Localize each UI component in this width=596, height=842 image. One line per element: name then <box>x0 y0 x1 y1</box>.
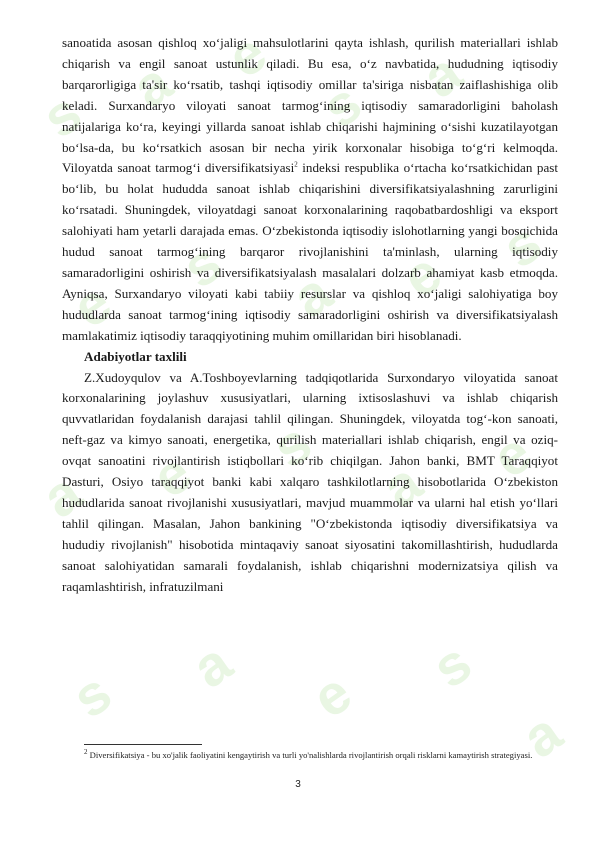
svg-text:e: e <box>140 440 203 510</box>
page-number: 3 <box>295 779 301 790</box>
article-body <box>62 33 558 597</box>
svg-text:s: s <box>260 410 323 480</box>
svg-text:e: e <box>480 420 543 490</box>
svg-text:a: a <box>280 260 343 330</box>
svg-text:a: a <box>410 40 473 110</box>
svg-text:s: s <box>170 230 233 300</box>
section-heading: Adabiyotlar taxlili <box>84 348 187 364</box>
footnote-reference[interactable]: 2 <box>294 161 298 170</box>
footnote <box>84 750 554 761</box>
svg-text:a: a <box>180 630 243 700</box>
svg-text:a: a <box>30 460 93 530</box>
paragraph-intro-text: sanoatida asosan qishloq xo‘jaligi mahsulotlarini qayta ishlash, qurilish materiallari ishlab chiqarish va engil sanoat ustunlik qiladi. Bu esa, o‘z navbatida, hududning iqtisodiy barqarorligiga ta'sir ko‘rsatib, tashqi iqtisodiy omillar ta'siriga nisbatan zaiflashishiga olib keladi. Surxandaryo viloyati sanoat tarmog‘ining iqtisodiy samaradorligini baholash natijalariga ko‘ra, keyingi yillarda sanoat ishlab chiqarishi hajmining o‘sishi kuzatilayotgan bo‘lsa-da, bu ko‘rsatkich asosan bir necha yirik korxonalar hisobiga to‘g‘ri kelmoqda. Viloyatda sanoat tarmog‘i diversifikatsiyasi <box>62 35 558 176</box>
svg-text:s: s <box>30 80 93 150</box>
svg-text:a: a <box>120 50 183 120</box>
paragraph-literature-review: Z.Xudoyqulov va A.Toshboyevlarning tadqiqotlarida Surxondaryo viloyatida sanoat korxonalarining joylashuv xususiyatlari, ularning ixtisoslashuvi va ishlab chiqarish quvvatlaridan foydalanish darajasi tahlil qilingan. Shuningdek, viloyatda tog‘-kon sanoati, neft-gaz va kimyo sanoati, energetika, qurilish materiallari ishlab chiqarish, engil va oziq-ovqat sanoatini rivojlantirish istiqbollari ko‘rib chiqilgan. Jahon banki, BMT Taraqqiyot Dasturi, Osiyo taraqqiyot banki kabi xalqaro tashkilotlarning hisobotlarida O‘zbekiston hududlarida sanoat rivojlanishi xususiyatlari, mavjud muammolar va ularni hal etish yo‘llari tahlil qilingan. Masalan, Jahon bankining "O‘zbekistonda iqtisodiy diversifikatsiya va hududiy rivojlanish" hisobotida mintaqaviy sanoat siyosatini takomillashtirish, hududlarda sanoat salohiyatidan samarali foydalanish, ishlab chiqarishni modernizatsiya qilish va raqamlashtirish, infratuzilmani <box>62 369 558 594</box>
svg-text:a: a <box>370 450 433 520</box>
footnote-text: Diversifikatsiya - bu xo'jalik faoliyatini kengaytirish va turli yo'nalishlarda rivojlantirish orqali risklarni kamaytirish strategiyasi. <box>87 750 533 760</box>
svg-text:e: e <box>390 240 453 310</box>
svg-text:s: s <box>490 210 553 280</box>
paragraph-intro <box>62 33 558 347</box>
svg-text:s: s <box>310 70 373 140</box>
footnote-mark: 2 <box>84 748 88 757</box>
paragraph-intro-continued: indeksi respublika o‘rtacha ko‘rsatkichidan past bo‘lib, bu holat hududda sanoat ishlab chiqarishini diversifikatsiyalashning zarurligini ko‘rsatadi. Shuningdek, viloyatdagi sanoat korxonalarining raqobatbardoshligi va eksport salohiyati ham yetarli darajada emas. O‘zbekistonda iqtisodiy islohotlarning yangi bosqichida hudud sanoat tarmog‘ining barqaror rivojlanishini ta'minlash, ularning iqtisodiy samaradorligini oshirish va diversifikatsiyalash masalalari dolzarb ahamiyat kasb etmoqda. Ayniqsa, Surxandaryo viloyati kabi tabiiy resurslar va qishloq xo‘jaligi salohiyatiga boy hududlarda sanoat tarmog‘ining iqtisodiy samaradorligini oshirish va diversifikatsiyalash mamlakatimiz iqtisodiy taraqqiyotining muhim omillaridan biri hisoblanadi. <box>62 160 558 343</box>
svg-text:e: e <box>300 660 363 730</box>
svg-text:a: a <box>510 700 573 770</box>
svg-text:e: e <box>215 20 278 90</box>
svg-text:s: s <box>60 660 123 730</box>
svg-text:s: s <box>420 630 483 700</box>
svg-text:e: e <box>60 270 123 340</box>
footnote-divider <box>84 744 202 745</box>
